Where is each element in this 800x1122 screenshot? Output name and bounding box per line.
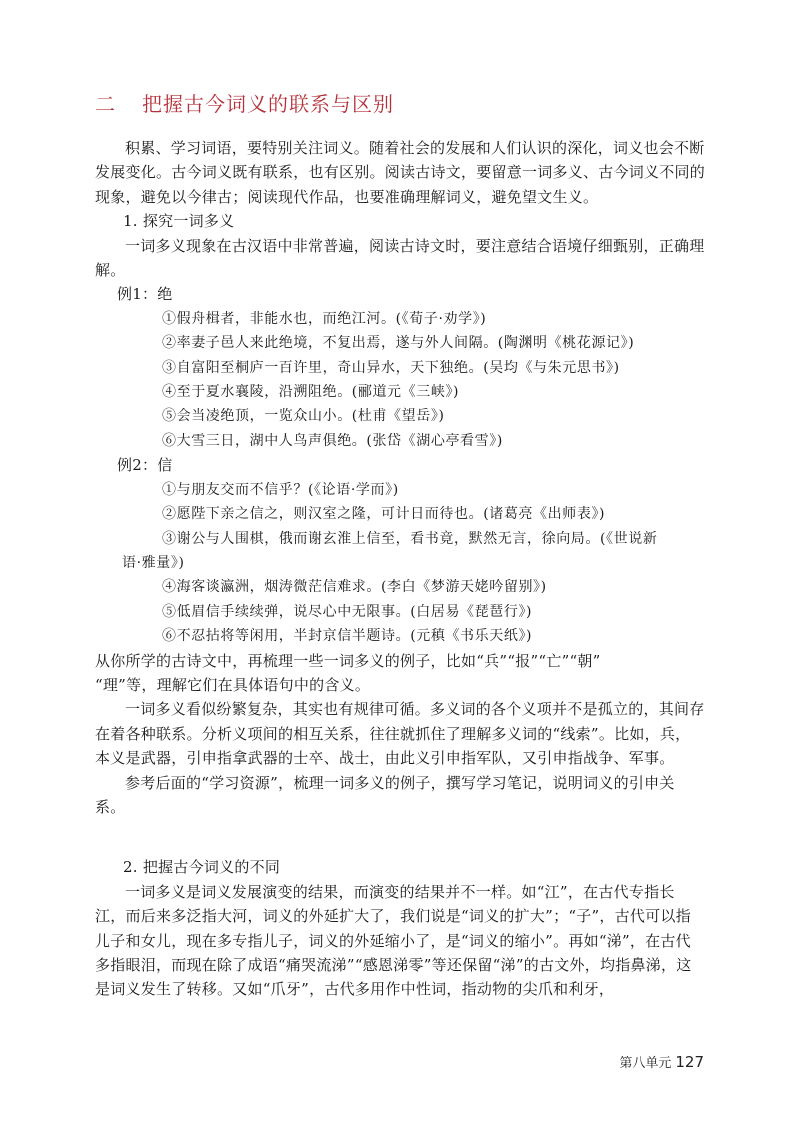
intro-paragraph: 积累、学习词语，要特别关注词义。随着社会的发展和人们认识的深化，词义也会不断发展变化。古今词义既有联系，也有区别。阅读古诗文，要留意一词多义、古今词义不同的现象，避免以今律古；阅读现代作品，也要准确理解词义，避免望文生义。	[95, 139, 706, 206]
example-item: ②率妻子邑人来此绝境，不复出焉，遂与外人间隔。(陶渊明《桃花源记》)	[162, 335, 635, 352]
example-item: ③自富阳至桐庐一百许里，奇山异水，天下独绝。(吴均《与朱元思书》)	[162, 359, 620, 376]
section-heading	[95, 88, 394, 117]
example-item: ①与朋友交而不信乎？(《论语·学而》)	[162, 481, 399, 498]
subsection-2-heading: 2. 把握古今词义的不同	[123, 858, 281, 877]
practice-paragraph-line: “理”等，理解它们在具体语句中的含义。	[95, 675, 371, 694]
example-item: ⑥大雪三日，湖中人鸟声俱绝。(张岱《湖心亭看雪》)	[162, 432, 503, 449]
section-title: 把握古今词义的联系与区别	[142, 92, 394, 116]
subsection-2-paragraph: 一词多义是词义发展演变的结果，而演变的结果并不一样。如“江”，在古代专指长江，而后来多泛指大河，词义的外延扩大了，我们说是“词义的扩大”；“子”，古代可以指儿子和女儿，现在多专指儿子，词义的外延缩小了，是“词义的缩小”。再如“涕”，在古代多指眼泪，而现在除了成语“痛哭流涕”“感恩涕零”等还保留“涕”的古文外，均指鼻涕，这是词义发生了转移。又如“爪牙”，古代多用作中性词，指动物的尖爪和利牙，	[95, 882, 692, 999]
page-number: 127	[675, 1053, 704, 1071]
reference-paragraph: 参考后面的“学习资源”，梳理一词多义的例子，撰写学习笔记，说明词义的引申关系。	[95, 773, 675, 816]
example-item: ④海客谈瀛洲，烟涛微茫信难求。(李白《梦游天姥吟留别》)	[162, 579, 547, 596]
subsection-1-intro: 一词多义现象在古汉语中非常普遍，阅读古诗文时，要注意结合语境仔细甄别，正确理解。	[95, 236, 705, 280]
page-footer	[619, 1052, 704, 1071]
example-item: ⑥不忍拈将等闲用，半封京信半题诗。(元稹《书乐天纸》)	[162, 628, 533, 645]
example-item: ③谢公与人围棋，俄而谢玄淮上信至，看书竟，默然无言，徐向局。(《世说新	[162, 530, 658, 547]
unit-label: 第八单元	[619, 1056, 672, 1071]
subsection-1-heading: 1. 探究一词多义	[123, 212, 235, 231]
practice-paragraph-line: 从你所学的古诗文中，再梳理一些一词多义的例子，比如“兵”“报”“亡”“朝”	[95, 651, 601, 670]
example-item: ②愿陛下亲之信之，则汉室之隆，可计日而待也。(诸葛亮《出师表》)	[162, 506, 606, 523]
example-item-continued: 语·雅量》)	[122, 554, 185, 571]
section-gap	[95, 819, 705, 855]
rules-paragraph: 一词多义看似纷繁复杂，其实也有规律可循。多义词的各个义项并不是孤立的，其间存在着各种联系。分析义项间的相互关系，往往就抓住了理解多义词的“线索”。比如，兵，本义是武器，引申指拿武器的士卒、战士，由此义引申指军队，又引申指战争、军事。	[95, 700, 705, 768]
example-1-label: 例1：绝	[117, 285, 173, 304]
example-item: ①假舟楫者，非能水也，而绝江河。(《荀子·劝学》)	[162, 310, 487, 327]
example-item: ⑤会当凌绝顶，一览众山小。(杜甫《望岳》)	[162, 408, 445, 425]
example-item: ⑤低眉信手续续弹，说尽心中无限事。(白居易《琵琶行》)	[162, 603, 533, 620]
main-text	[95, 136, 705, 1002]
example-2-label: 例2：信	[117, 456, 173, 475]
example-item: ④至于夏水襄陵，沿溯阻绝。(郦道元《三峡》)	[162, 384, 460, 401]
section-number: 二	[95, 92, 116, 116]
